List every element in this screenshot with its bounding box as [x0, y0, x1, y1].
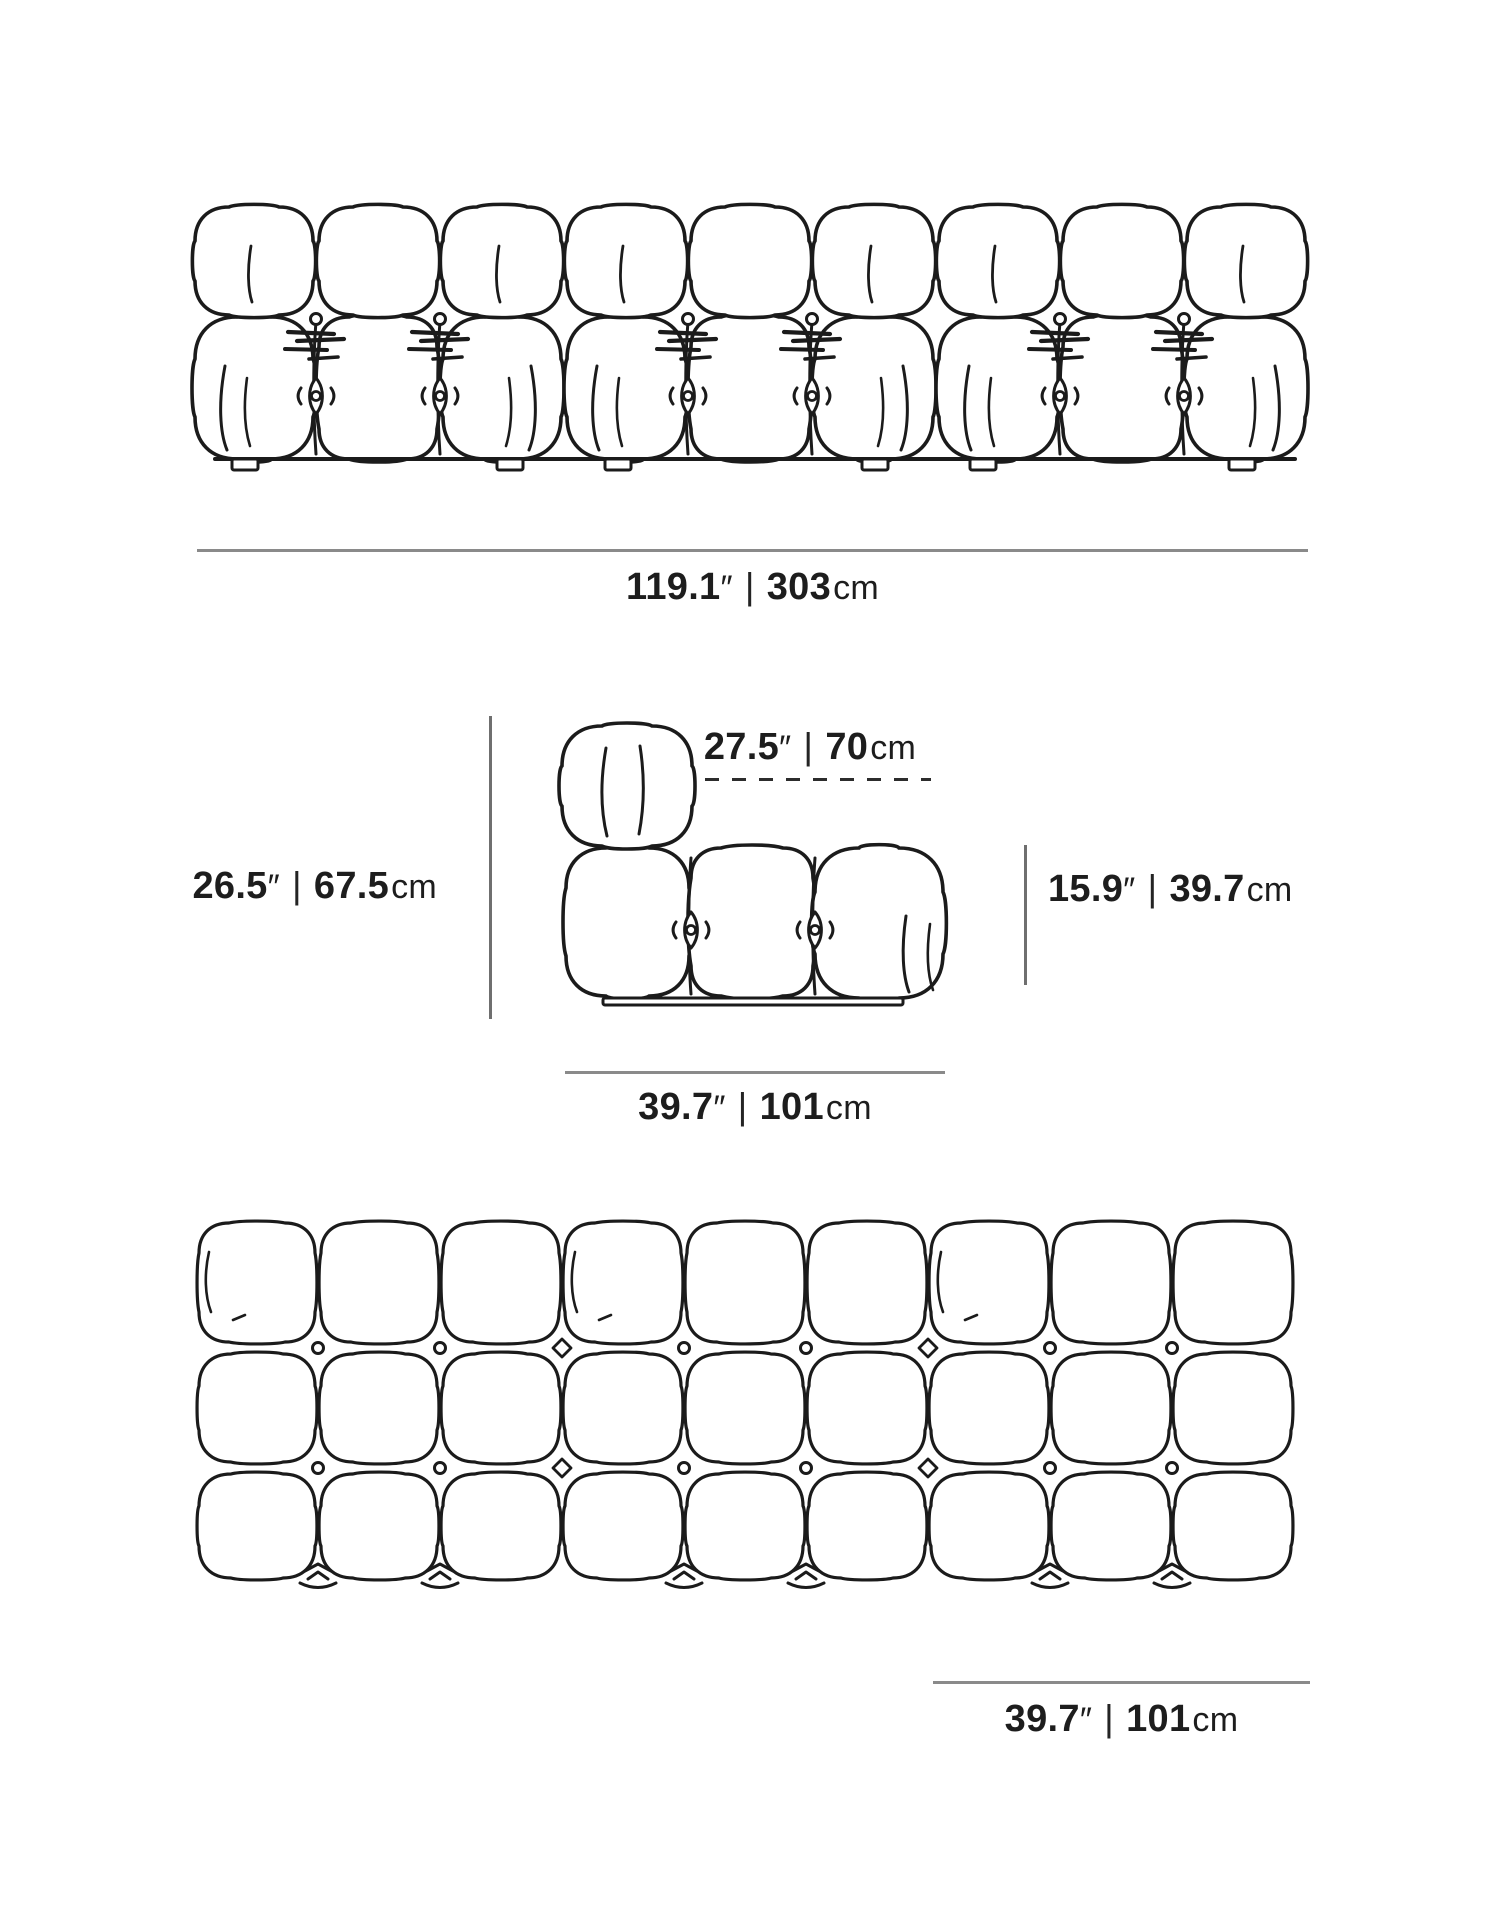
seat-height-dimension-line [1024, 845, 1027, 985]
value-cm: 101 [1126, 1698, 1191, 1740]
depth-dimension-line [565, 1071, 945, 1074]
sofa-top-view-illustration [190, 1212, 1302, 1597]
inch-mark: ″ [713, 1089, 726, 1127]
cm-unit: cm [1192, 1701, 1239, 1739]
value-cm: 101 [759, 1086, 824, 1128]
value-cm: 303 [766, 566, 832, 608]
sofa-front-view-illustration [185, 198, 1325, 483]
width-dimension-line [197, 549, 1308, 552]
inch-mark: ″ [1123, 871, 1136, 909]
inch-mark: ″ [1079, 1701, 1093, 1739]
cm-unit: cm [391, 868, 437, 906]
inch-mark: ″ [267, 868, 280, 906]
dimension-label-top-depth [933, 1698, 1310, 1741]
separator: | [744, 566, 755, 607]
dimension-label-seat-height [1048, 868, 1293, 911]
separator: | [1104, 1698, 1115, 1739]
separator: | [737, 1086, 748, 1127]
value-inches: 27.5 [703, 726, 780, 768]
separator: | [291, 865, 302, 906]
cm-unit: cm [833, 569, 879, 607]
top-view-depth-dimension-line [933, 1681, 1310, 1684]
dimension-label-overall-width [197, 566, 1308, 609]
value-cm: 67.5 [313, 865, 390, 907]
value-inches: 39.7 [638, 1086, 714, 1128]
depth-top-dashed-line [705, 778, 931, 781]
inch-mark: ″ [779, 729, 792, 767]
value-inches: 119.1 [625, 566, 721, 608]
overall-height-dimension-line [489, 716, 492, 1019]
value-inches: 39.7 [1004, 1698, 1080, 1740]
value-inches: 26.5 [192, 865, 268, 907]
value-cm: 39.7 [1169, 868, 1245, 910]
dimension-label-depth-top [660, 726, 960, 769]
cm-unit: cm [870, 729, 917, 767]
dimension-label-overall-height [137, 865, 437, 908]
separator: | [1147, 868, 1158, 909]
dimension-label-depth [565, 1086, 945, 1129]
value-cm: 70 [825, 726, 869, 768]
cm-unit: cm [1246, 871, 1293, 909]
value-inches: 15.9 [1048, 868, 1124, 910]
inch-mark: ″ [720, 569, 733, 607]
cm-unit: cm [825, 1089, 872, 1127]
separator: | [803, 726, 814, 767]
